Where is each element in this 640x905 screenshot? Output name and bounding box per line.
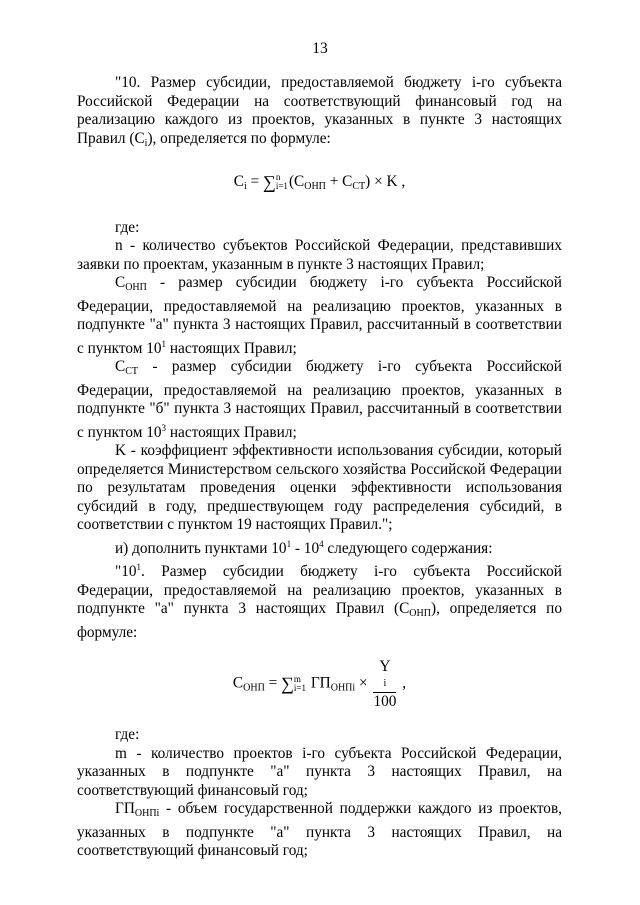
document-body	[77, 74, 562, 861]
definition-k: K - коэффициент эффективности использования субсидии, который определяется Министерством сельского хозяйства Российской Федерации по результатам проведения оценки эффективности использования субсидий в году, предшествующем году распределения субсидий, в соответствии с пунктом 19 настоящих Правил.";	[77, 442, 562, 533]
paragraph-10: "10. Размер субсидии, предоставляемой бюджету i-го субъекта Российской Федерации на соответствующий финансовый год на реализацию каждого из проектов, указанных в пункте 3 настоящих Правил $(C_i)$, определяется по формуле:	[77, 74, 562, 149]
where-label-1: где:	[115, 218, 140, 236]
definition-gp: $ГП_{ОНПi}$ - объем государственной поддержки каждого из проектов, указанных в подпункте "а" пункта 3 настоящих Правил, на соответствующий финансовый год;	[77, 800, 562, 859]
formula-conp: $C_{ОНП}$ = ∑ m i=1 $ГП_{ОНПi}$ × Y i 100 ,	[232, 658, 407, 710]
definition-conp: $C_{ОНП}$ - размер субсидии бюджету i-го субъекта Российской Федерации, предоставляемой на реализацию проектов, указанных в подпункте "а" пункта 3 настоящих Правил, рассчитанный в соответствии с пунктом $10^1$ настоящих Правил;	[77, 274, 562, 357]
page-number: 13	[312, 40, 328, 57]
definition-n: n - количество субъектов Российской Федерации, представивших заявки по проектам, указанным в пункте 3 настоящих Правил;	[77, 237, 562, 273]
formula-ci: $C_i$ = ∑ n i=1 $(C_{ОНП} + C_{СТ}) \times K$ ,	[233, 172, 406, 192]
amendment-clause: и) дополнить пунктами $10^1 - 10^4$ следующего содержания:	[115, 538, 493, 557]
where-label-2: где:	[115, 726, 140, 743]
paragraph-10-1: "$10^1$. Размер субсидии бюджету i-го субъекта Российской Федерации, предоставляемой на реализацию проектов, указанных в подпункте "а" пункта 3 настоящих Правил $(C_{ОНП})$, определяется по формуле:	[77, 562, 563, 641]
fraction: Y i 100	[373, 658, 397, 710]
definition-cst: $C_{СТ}$ - размер субсидии бюджету i-го субъекта Российской Федерации, предоставляемой на реализацию проектов, указанных в подпункте "б" пункта 3 настоящих Правил, рассчитанный в соответствии с пунктом $10^3$ настоящих Правил;	[77, 358, 562, 441]
definition-m: m - количество проектов i-го субъекта Российской Федерации, указанных в подпункте "а" пункта 3 настоящих Правил, на соответствующий финансовый год;	[77, 744, 562, 799]
